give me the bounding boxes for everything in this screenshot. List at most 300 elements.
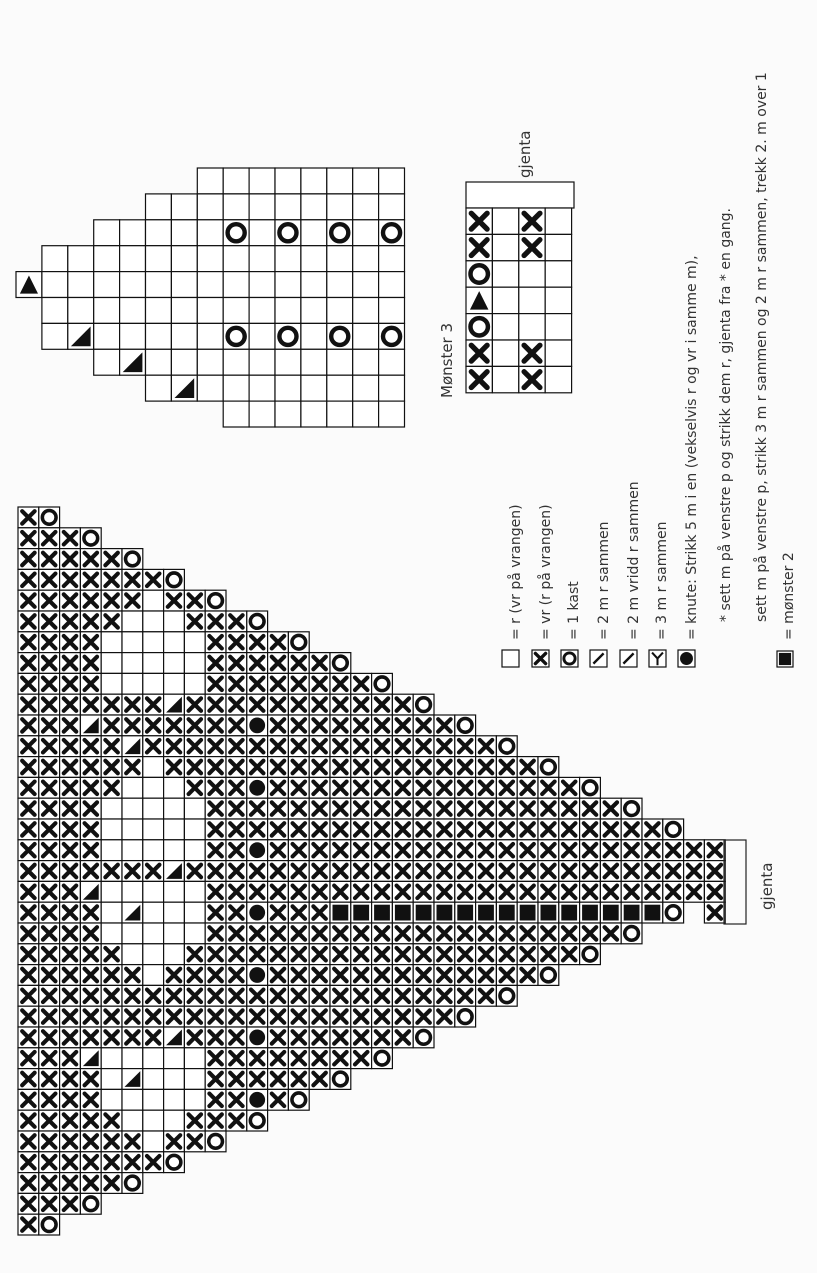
main-chart-cell: [205, 715, 226, 736]
main-chart-cell: [538, 840, 559, 861]
main-chart-cell: [226, 944, 247, 965]
main-chart-cell: [184, 819, 205, 840]
main-chart-cell: [39, 1110, 60, 1131]
main-chart-cell: [18, 1027, 39, 1048]
pattern3-cell: [519, 287, 545, 313]
main-chart-cell: [413, 861, 434, 882]
main-chart-cell: [143, 715, 164, 736]
main-chart-cell: [226, 985, 247, 1006]
main-chart-cell: [226, 673, 247, 694]
pattern3-cell: [492, 208, 518, 234]
main-chart-cell: [559, 819, 580, 840]
main-chart-cell: [101, 1110, 122, 1131]
main-chart-cell: [60, 694, 81, 715]
main-chart-cell: [164, 1048, 185, 1069]
main-chart-cell: [80, 569, 101, 590]
diamond-chart-cell: [353, 298, 379, 324]
main-chart-cell: [309, 673, 330, 694]
main-chart-cell: [184, 861, 205, 882]
main-chart-cell: [80, 549, 101, 570]
main-chart-cell: [18, 1006, 39, 1027]
main-chart-cell: [268, 736, 289, 757]
main-chart-cell: [18, 507, 39, 528]
main-chart-cell: [621, 902, 642, 923]
main-chart-cell: [39, 944, 60, 965]
main-chart-cell: [164, 1089, 185, 1110]
main-chart-cell: [392, 861, 413, 882]
main-chart-cell: [39, 923, 60, 944]
main-chart-cell: [580, 902, 601, 923]
main-chart-cell: [164, 757, 185, 778]
main-chart-cell: [351, 777, 372, 798]
main-chart-cell: [39, 965, 60, 986]
main-chart-cell: [684, 861, 705, 882]
main-chart-cell: [704, 840, 725, 861]
diamond-chart-cell: [94, 272, 120, 298]
main-chart-cell: [122, 819, 143, 840]
pattern3-cell: [545, 234, 571, 260]
pattern3-cell: [466, 340, 492, 366]
main-chart-cell: [247, 715, 268, 736]
main-chart-cell: [184, 1006, 205, 1027]
main-chart-cell: [268, 840, 289, 861]
diamond-chart-cell: [301, 272, 327, 298]
main-chart-cell: [517, 798, 538, 819]
main-chart-cell: [205, 861, 226, 882]
main-chart-cell: [434, 819, 455, 840]
main-chart-cell: [101, 819, 122, 840]
legend-symbol-blank: [502, 650, 519, 667]
main-chart-cell: [538, 881, 559, 902]
main-chart-cell: [517, 840, 538, 861]
main-chart-cell: [704, 881, 725, 902]
main-chart-cell: [184, 902, 205, 923]
main-chart-cell: [496, 861, 517, 882]
main-chart-cell: [122, 1027, 143, 1048]
main-chart-cell: [663, 819, 684, 840]
main-chart-cell: [18, 1131, 39, 1152]
main-chart-cell: [122, 944, 143, 965]
main-chart-cell: [205, 840, 226, 861]
main-chart-cell: [101, 757, 122, 778]
main-chart-cell: [476, 798, 497, 819]
main-chart-cell: [372, 819, 393, 840]
main-chart-cell: [205, 881, 226, 902]
main-chart-cell: [496, 902, 517, 923]
main-chart-cell: [39, 715, 60, 736]
main-chart-cell: [39, 777, 60, 798]
main-chart-cell: [621, 861, 642, 882]
main-chart-cell: [268, 923, 289, 944]
main-chart-cell: [434, 881, 455, 902]
main-chart-cell: [413, 715, 434, 736]
main-chart-cell: [455, 840, 476, 861]
main-chart-cell: [80, 736, 101, 757]
diamond-chart-cell: [301, 375, 327, 401]
main-chart-cell: [268, 673, 289, 694]
main-chart-cell: [18, 777, 39, 798]
main-chart-cell: [39, 819, 60, 840]
main-chart-cell: [226, 757, 247, 778]
main-chart-cell: [18, 1048, 39, 1069]
pattern3-chart: [466, 182, 574, 393]
main-chart-cell: [143, 944, 164, 965]
main-chart-cell: [288, 632, 309, 653]
main-chart-cell: [247, 819, 268, 840]
main-chart-cell: [39, 611, 60, 632]
pattern3-cell: [492, 366, 518, 392]
pattern3-cell: [545, 340, 571, 366]
main-chart-cell: [455, 715, 476, 736]
main-chart-cell: [60, 1110, 81, 1131]
diamond-chart-cell: [146, 272, 172, 298]
main-chart-cell: [455, 757, 476, 778]
main-chart-cell: [268, 1027, 289, 1048]
main-chart-cell: [80, 1110, 101, 1131]
main-chart-cell: [39, 902, 60, 923]
main-chart-cell: [309, 798, 330, 819]
main-chart-cell: [101, 798, 122, 819]
main-chart-cell: [496, 944, 517, 965]
diamond-chart-cell: [249, 323, 275, 349]
main-chart-cell: [372, 777, 393, 798]
main-chart-cell: [372, 985, 393, 1006]
main-chart-cell: [268, 798, 289, 819]
main-chart-cell: [143, 736, 164, 757]
main-chart-cell: [122, 611, 143, 632]
main-chart-cell: [205, 1131, 226, 1152]
main-chart-cell: [205, 985, 226, 1006]
diamond-chart-cell: [275, 220, 301, 246]
diamond-chart-cell: [197, 246, 223, 272]
main-chart-cell: [226, 653, 247, 674]
main-chart-cell: [268, 715, 289, 736]
diamond-chart-cell: [301, 168, 327, 194]
main-chart-cell: [143, 861, 164, 882]
main-chart-cell: [122, 569, 143, 590]
main-chart-cell: [559, 944, 580, 965]
main-chart-cell: [18, 569, 39, 590]
main-chart-cell: [18, 715, 39, 736]
main-chart-cell: [164, 569, 185, 590]
main-chart-cell: [392, 757, 413, 778]
main-chart-cell: [580, 861, 601, 882]
main-chart-cell: [60, 777, 81, 798]
main-chart-cell: [205, 1048, 226, 1069]
main-chart-cell: [351, 923, 372, 944]
main-chart-cell: [309, 861, 330, 882]
main-chart-cell: [122, 861, 143, 882]
main-chart-cell: [205, 923, 226, 944]
main-chart-cell: [455, 965, 476, 986]
main-chart-cell: [330, 1006, 351, 1027]
diamond-chart-cell: [379, 272, 405, 298]
main-chart-cell: [39, 632, 60, 653]
diamond-chart-cell: [94, 220, 120, 246]
main-chart-cell: [143, 632, 164, 653]
main-chart-cell: [496, 798, 517, 819]
main-chart-cell: [39, 861, 60, 882]
main-chart-cell: [288, 736, 309, 757]
main-chart-cell: [247, 861, 268, 882]
main-chart-cell: [143, 840, 164, 861]
main-chart-cell: [559, 861, 580, 882]
diamond-chart-cell: [197, 272, 223, 298]
diamond-chart-cell: [68, 272, 94, 298]
main-chart-cell: [330, 819, 351, 840]
main-chart-cell: [247, 923, 268, 944]
main-chart-cell: [288, 673, 309, 694]
diamond-chart-cell: [353, 168, 379, 194]
main-chart-cell: [476, 736, 497, 757]
main-chart-cell: [39, 1152, 60, 1173]
main-chart-cell: [164, 944, 185, 965]
main-chart-cell: [226, 881, 247, 902]
diamond-chart-cell: [223, 194, 249, 220]
main-chart-cell: [122, 673, 143, 694]
diamond-chart-cell: [197, 349, 223, 375]
main-chart-cell: [39, 1006, 60, 1027]
main-chart-cell: [164, 694, 185, 715]
main-chart-cell: [496, 923, 517, 944]
main-chart-cell: [538, 819, 559, 840]
legend-symbol-fork: [649, 650, 666, 667]
diamond-chart-cell: [327, 272, 353, 298]
main-chart-cell: [18, 736, 39, 757]
main-chart-cell: [164, 1152, 185, 1173]
main-chart-cell: [413, 944, 434, 965]
pattern3-cell: [519, 340, 545, 366]
main-chart-cell: [143, 1006, 164, 1027]
diamond-chart-cell: [379, 375, 405, 401]
diamond-chart-cell: [249, 298, 275, 324]
main-chart-cell: [621, 819, 642, 840]
main-chart-cell: [288, 653, 309, 674]
main-chart-cell: [39, 736, 60, 757]
main-chart-cell: [164, 861, 185, 882]
legend-knot-line-2: sett m på venstre p, strikk 3 m r sammen og 2 m r sammen, trekk 2. m over 1: [754, 72, 770, 622]
main-chart-cell: [122, 736, 143, 757]
diamond-chart-cell: [223, 401, 249, 427]
main-chart-cell: [60, 1193, 81, 1214]
main-chart-cell: [184, 965, 205, 986]
main-chart-cell: [434, 736, 455, 757]
main-chart-cell: [101, 736, 122, 757]
main-chart-cell: [455, 777, 476, 798]
pattern3-cell: [519, 208, 545, 234]
main-chart-cell: [476, 902, 497, 923]
main-chart-cell: [268, 1069, 289, 1090]
main-chart-cell: [205, 819, 226, 840]
main-chart-cell: [101, 549, 122, 570]
main-chart-cell: [226, 1110, 247, 1131]
main-chart-cell: [143, 569, 164, 590]
pattern3-cell: [466, 366, 492, 392]
main-chart-cell: [143, 1089, 164, 1110]
main-chart-cell: [268, 653, 289, 674]
main-chart-cell: [205, 653, 226, 674]
main-chart-cell: [247, 1089, 268, 1110]
main-chart-cell: [392, 965, 413, 986]
main-chart-cell: [101, 1027, 122, 1048]
main-chart-cell: [351, 840, 372, 861]
main-chart-cell: [247, 798, 268, 819]
main-chart-cell: [413, 819, 434, 840]
main-chart-cell: [642, 840, 663, 861]
diamond-chart-cell: [249, 349, 275, 375]
main-chart-cell: [184, 736, 205, 757]
main-chart-cell: [80, 1027, 101, 1048]
main-chart-cell: [434, 944, 455, 965]
diamond-chart-cell: [120, 246, 146, 272]
main-chart-cell: [205, 777, 226, 798]
main-chart-cell: [621, 840, 642, 861]
main-chart-cell: [247, 736, 268, 757]
main-chart-cell: [330, 944, 351, 965]
main-chart-cell: [351, 694, 372, 715]
diamond-chart-cell: [379, 246, 405, 272]
main-chart-cell: [184, 777, 205, 798]
main-chart-cell: [184, 673, 205, 694]
main-chart-cell: [247, 881, 268, 902]
main-chart-cell: [18, 985, 39, 1006]
pattern3-cell: [545, 366, 571, 392]
main-chart-cell: [663, 902, 684, 923]
legend-symbol-slash: [620, 650, 637, 667]
diamond-chart-cell: [275, 298, 301, 324]
diamond-chart-cell: [120, 298, 146, 324]
legend-item-k2tog-tbl: = 2 m vridd r sammen: [626, 481, 642, 640]
pattern3-cell: [519, 261, 545, 287]
main-chart-cell: [60, 673, 81, 694]
legend-item-k3tog: = 3 m r sammen: [654, 521, 670, 640]
main-chart-cell: [60, 840, 81, 861]
main-chart-cell: [517, 819, 538, 840]
legend-item-knit: = r (vr på vrangen): [508, 504, 524, 640]
main-chart-cell: [413, 840, 434, 861]
main-chart-cell: [351, 861, 372, 882]
main-chart-cell: [538, 923, 559, 944]
main-chart-cell: [143, 1027, 164, 1048]
diamond-chart-cell: [301, 298, 327, 324]
main-chart-cell: [80, 673, 101, 694]
main-chart-cell: [164, 715, 185, 736]
main-chart-cell: [80, 881, 101, 902]
main-chart-cell: [143, 923, 164, 944]
main-chart-cell: [476, 985, 497, 1006]
main-chart-cell: [247, 1069, 268, 1090]
main-chart-cell: [496, 881, 517, 902]
main-chart-cell: [39, 1131, 60, 1152]
main-chart-cell: [226, 965, 247, 986]
diamond-chart-cell: [171, 194, 197, 220]
main-chart-cell: [538, 944, 559, 965]
main-chart-cell: [164, 1006, 185, 1027]
main-chart-cell: [60, 1027, 81, 1048]
legend-symbol-cross: [532, 650, 549, 667]
main-chart-cell: [122, 1006, 143, 1027]
main-chart-cell: [372, 840, 393, 861]
pattern3-cell: [466, 234, 492, 260]
main-chart-cell: [496, 985, 517, 1006]
main-chart-cell: [226, 1027, 247, 1048]
main-chart-cell: [496, 777, 517, 798]
pattern3-cell: [519, 314, 545, 340]
pattern3-cell: [492, 261, 518, 287]
main-chart-cell: [642, 902, 663, 923]
main-chart-cell: [101, 590, 122, 611]
legend-symbol-slash: [590, 650, 607, 667]
main-chart-cell: [80, 1048, 101, 1069]
main-chart-cell: [288, 1027, 309, 1048]
main-chart-cell: [496, 819, 517, 840]
main-chart-cell: [18, 653, 39, 674]
main-chart-cell: [247, 653, 268, 674]
main-chart-cell: [205, 902, 226, 923]
main-chart-cell: [455, 881, 476, 902]
main-chart-cell: [60, 902, 81, 923]
diamond-chart-cell: [68, 323, 94, 349]
main-chart-cell: [101, 694, 122, 715]
main-chart-cell: [330, 881, 351, 902]
diamond-chart-cell: [249, 401, 275, 427]
main-chart-cell: [226, 694, 247, 715]
main-chart-cell: [18, 798, 39, 819]
main-chart-cell: [413, 777, 434, 798]
main-chart-cell: [330, 861, 351, 882]
main-chart-cell: [39, 985, 60, 1006]
diamond-chart-cell: [223, 246, 249, 272]
diamond-chart-cell: [171, 246, 197, 272]
main-chart-cell: [559, 881, 580, 902]
main-chart-cell: [60, 611, 81, 632]
main-chart-cell: [80, 757, 101, 778]
main-chart-cell: [80, 1152, 101, 1173]
main-chart-cell: [39, 507, 60, 528]
main-chart-cell: [309, 840, 330, 861]
main-chart-cell: [580, 798, 601, 819]
main-chart-cell: [413, 798, 434, 819]
main-chart-cell: [226, 798, 247, 819]
main-chart-cell: [101, 1131, 122, 1152]
main-chart-cell: [80, 819, 101, 840]
main-chart-cell: [226, 736, 247, 757]
main-chart-cell: [122, 798, 143, 819]
main-chart-cell: [330, 673, 351, 694]
main-chart-cell: [330, 715, 351, 736]
main-chart-cell: [80, 985, 101, 1006]
main-chart-cell: [18, 944, 39, 965]
main-chart-cell: [143, 673, 164, 694]
main-chart-cell: [351, 736, 372, 757]
main-chart-cell: [101, 777, 122, 798]
main-chart-cell: [39, 673, 60, 694]
main-chart-cell: [184, 653, 205, 674]
diamond-chart-cell: [197, 168, 223, 194]
main-chart-cell: [351, 798, 372, 819]
main-chart-cell: [39, 653, 60, 674]
main-chart-cell: [164, 840, 185, 861]
main-chart-cell: [18, 632, 39, 653]
main-chart-cell: [80, 632, 101, 653]
legend-knot-line-1: * sett m på venstre p og strikk dem r, gjenta fra * en gang.: [718, 208, 734, 622]
main-chart-cell: [330, 1069, 351, 1090]
main-chart-cell: [309, 715, 330, 736]
diamond-chart-cell: [197, 220, 223, 246]
main-chart-cell: [101, 944, 122, 965]
main-chart-cell: [60, 632, 81, 653]
main-chart-cell: [80, 590, 101, 611]
